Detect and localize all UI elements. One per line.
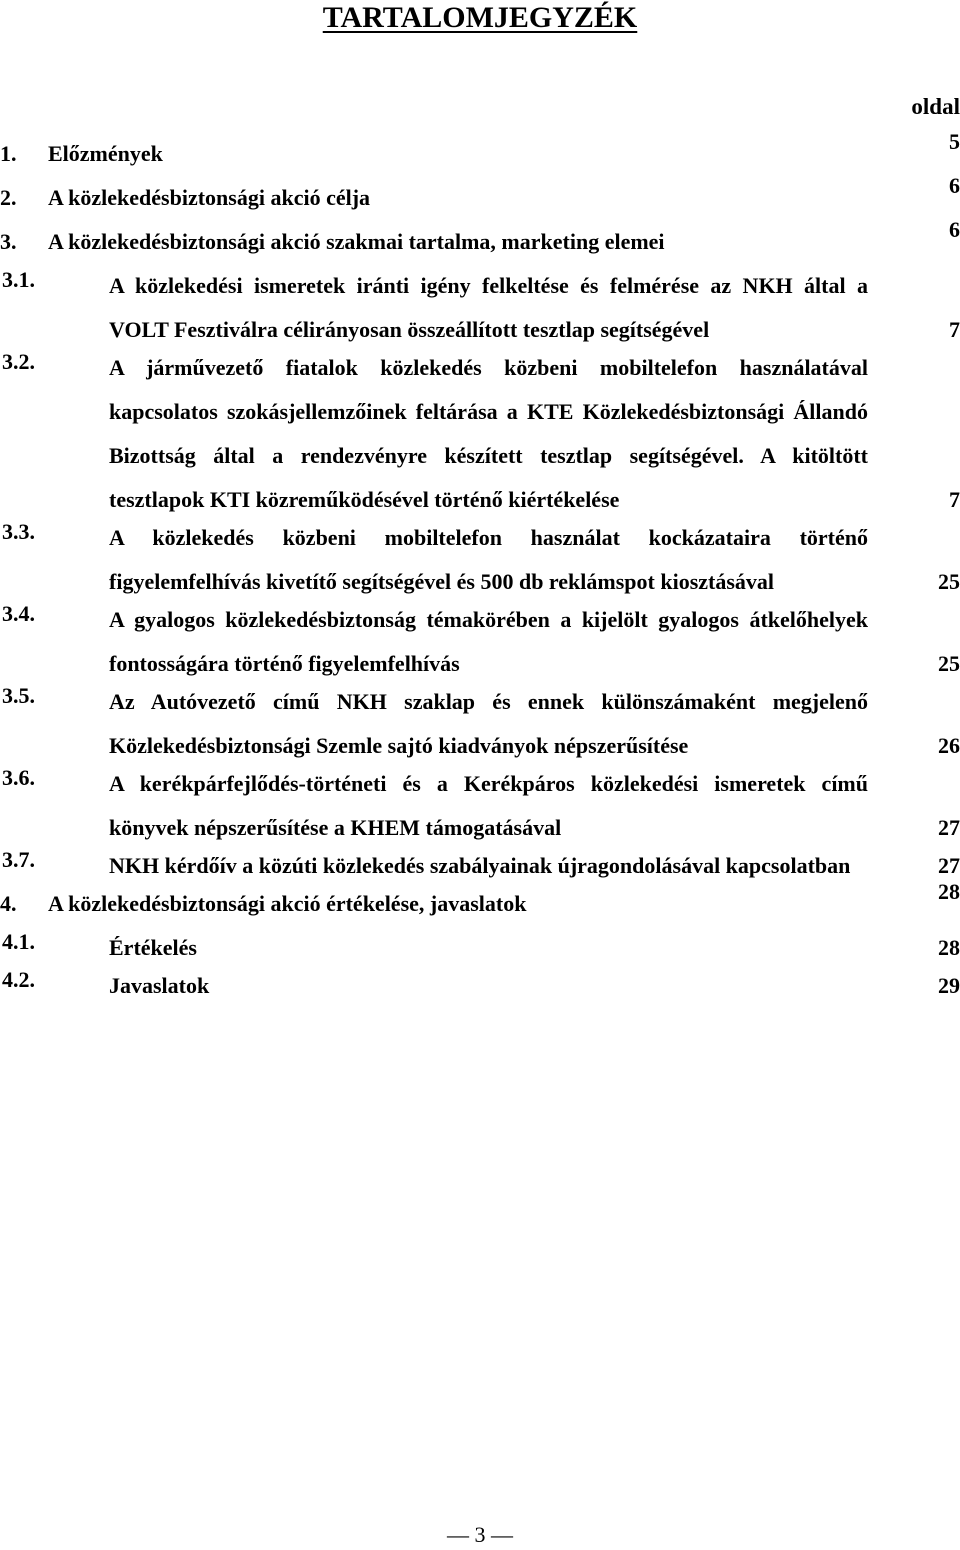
toc-entry-title: A kerékpárfejlődés-történeti és a Kerékpáros közlekedési ismeretek című könyvek népszerűsítése a KHEM támogatásával [109,771,868,840]
toc-entry-4[interactable] [0,879,960,920]
toc-entry-title: A járművezető fiatalok közlekedés közbeni mobiltelefon használatával kapcsolatos szokásjellemzőinek feltárása a KTE Közlekedésbiztonsági Állandó Bizottság által a rendezvényre készített tesztlap segítségével. A kitöltött tesztlapok KTI közreműködésével történő kiértékelése [109,355,868,512]
toc-entry-page: 6 [949,173,960,198]
toc-entry-number: 1. [0,141,17,166]
toc-entry-page: 7 [949,317,960,342]
toc-entry-number: 4.1. [2,929,35,954]
page-title: TARTALOMJEGYZÉK [322,1,638,34]
toc-entry-title: A közlekedési ismeretek iránti igény felkeltése és felmérése az NKH által a VOLT Fesztiválra célirányosan összeállított tesztlap segítségével [109,273,868,342]
toc-entry-3-6[interactable] [0,762,960,850]
toc-entry-title: A gyalogos közlekedésbiztonság témakörében a kijelölt gyalogos átkelőhelyek fontosságára történő figyelemfelhívás [109,607,868,676]
toc-entry-3-1[interactable] [0,264,960,352]
toc-entry-number: 3.7. [2,847,35,872]
toc-entry-page: 28 [938,879,960,904]
toc-entry-title: A közlekedésbiztonsági akció szakmai tartalma, marketing elemei [48,229,665,254]
toc-entry-title: A közlekedésbiztonsági akció célja [48,185,371,210]
toc-entry-title: NKH kérdőív a közúti közlekedés szabályainak újragondolásával kapcsolatban [109,853,851,878]
toc-entry-title: Értékelés [109,935,197,960]
toc-entry-title: Javaslatok [109,973,210,998]
toc-entry-number: 3.1. [2,267,35,292]
toc-entry-3-5[interactable] [0,680,960,768]
page-number-footer: — 3 — [447,1522,513,1547]
toc-entry-3-4[interactable] [0,598,960,686]
toc-entry-number: 4.2. [2,967,35,992]
toc-entry-number: 3.4. [2,601,35,626]
toc-entry-3[interactable] [0,217,960,258]
toc-entry-page: 25 [938,569,960,594]
toc-entry-number: 4. [0,891,17,916]
toc-entry-4-2[interactable] [0,964,960,1008]
toc-entry-number: 2. [0,185,17,210]
toc-entry-page: 28 [938,935,960,960]
toc-entry-title: A közlekedés közbeni mobiltelefon használat kockázataira történő figyelemfelhívás kivetítő segítségével és 500 db reklámspot kiosztásával [109,525,868,594]
toc-entry-number: 3.6. [2,765,35,790]
toc-entry-page: 7 [949,487,960,512]
toc-entry-number: 3.3. [2,519,35,544]
toc-entry-page: 5 [949,129,960,154]
toc-entry-page: 27 [938,853,960,878]
toc-entry-page: 26 [938,733,960,758]
toc-entry-1[interactable] [0,129,960,170]
toc-entry-page: 6 [949,217,960,242]
toc-entry-3-7[interactable] [0,844,960,888]
toc-entry-number: 3.2. [2,349,35,374]
toc-entry-title: Az Autóvezető című NKH szaklap és ennek különszámaként megjelenő Közlekedésbiztonsági Szemle sajtó kiadványok népszerűsítése [109,689,868,758]
toc-entry-title: Előzmények [48,141,163,166]
toc-entry-title: A közlekedésbiztonsági akció értékelése, javaslatok [48,891,527,916]
toc-entry-number: 3.5. [2,683,35,708]
toc-entry-2[interactable] [0,173,960,214]
toc-entry-page: 25 [938,651,960,676]
page-column-label: oldal [911,94,960,119]
toc-entry-3-3[interactable] [0,516,960,604]
toc-entry-page: 29 [938,973,960,998]
toc-entry-3-2[interactable] [0,346,960,522]
toc-list [0,129,960,1008]
toc-entry-page: 27 [938,815,960,840]
toc-entry-number: 3. [0,229,17,254]
